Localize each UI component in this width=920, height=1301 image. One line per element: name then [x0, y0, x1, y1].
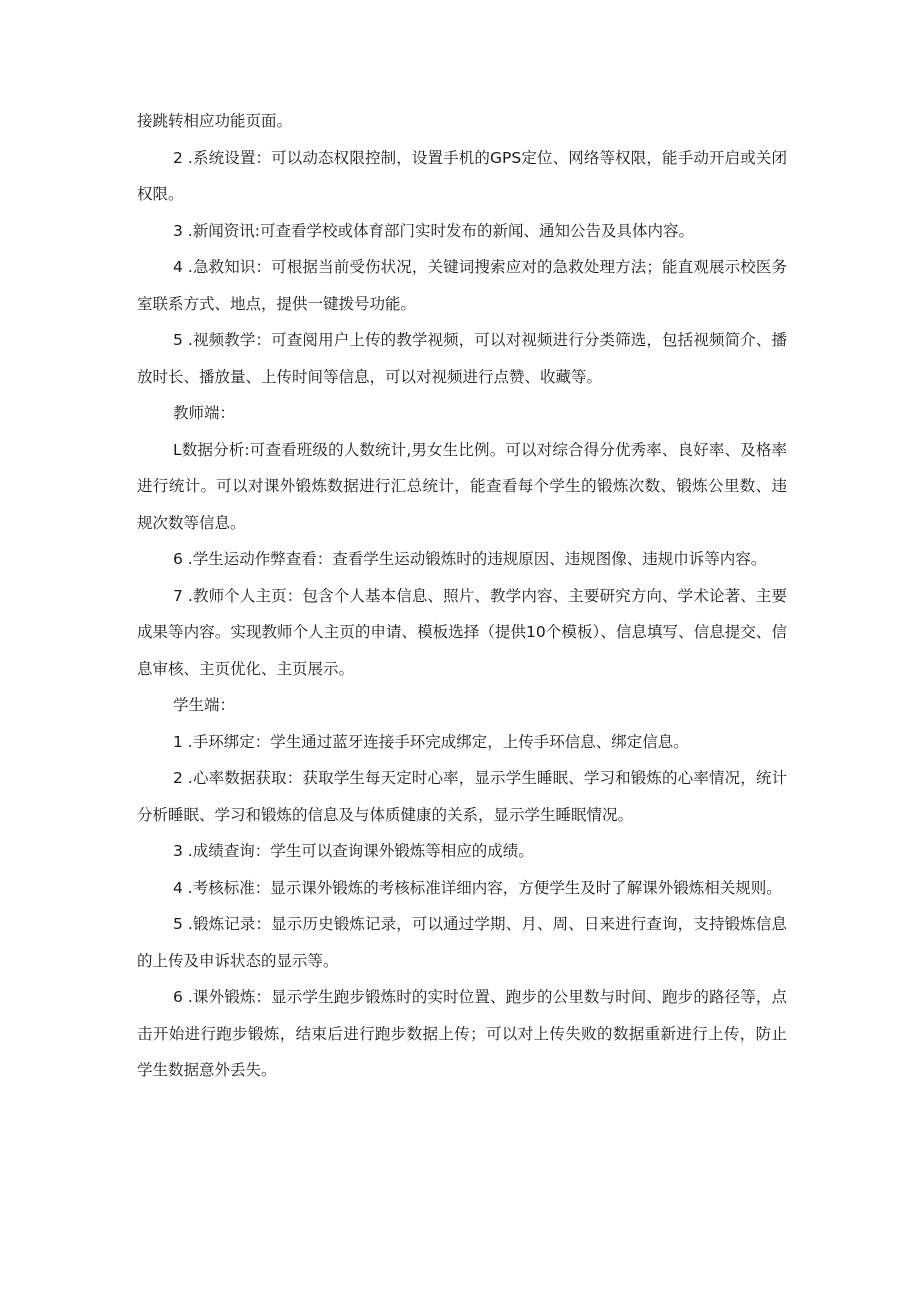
- paragraph-score-query: 3 .成绩查询：学生可以查询课外锻炼等相应的成绩。: [173, 842, 534, 860]
- section-heading-teacher: 教师端：: [173, 404, 236, 422]
- paragraph-band-binding: 1 .手环绑定：学生通过蓝牙连接手环完成绑定，上传手环信息、绑定信息。: [173, 732, 689, 751]
- paragraph-assessment-standard: 4 .考核标准：显示课外锻炼的考核标准详细内容，方便学生及时了解课外锻炼相关规则。: [173, 878, 782, 897]
- paragraph-video-teaching: 5 .视频教学：可查阅用户上传的教学视频，可以对视频进行分类筛选，包括视频简介、播放时长、播放量、上传时间等信息，可以对视频进行点赞、收藏等。: [137, 331, 787, 386]
- paragraph-data-analysis: L数据分析:可查看班级的人数统计,男女生比例。可以对综合得分优秀率、良好率、及格率进行统计。可以对课外锻炼数据进行汇总统计，能查看每个学生的锻炼次数、锻炼公里数、违规次数等信息。: [137, 440, 787, 532]
- paragraph-system-settings: 2 .系统设置：可以动态权限控制，设置手机的GPS定位、网络等权限，能手动开启或关闭权限。: [137, 148, 787, 203]
- document-body: [137, 103, 787, 1089]
- paragraph-cheating-check: 6 .学生运动作弊查看：查看学生运动锻炼时的违规原因、违规图像、违规巾诉等内容。: [173, 550, 767, 568]
- paragraph-exercise-record: 5 .锻炼记录：显示历史锻炼记录，可以通过学期、月、周、日来进行查询，支持锻炼信息的上传及申诉状态的显示等。: [137, 915, 787, 970]
- paragraph-teacher-homepage: 7 .教师个人主页：包含个人基本信息、照片、教学内容、主要研究方向、学术论著、主要成果等内容。实现教师个人主页的申请、模板选择（提供10个模板）、信息填写、信息提交、信息审核、主页优化、主页展示。: [137, 586, 787, 678]
- paragraph-outdoor-exercise: 6 .课外锻炼：显示学生跑步锻炼时的实时位置、跑步的公里数与时间、跑步的路径等，点击开始进行跑步锻炼，结束后进行跑步数据上传；可以对上传失败的数据重新进行上传，防止学生数据意外丢失。: [137, 988, 787, 1079]
- paragraph-first-aid: 4 .急救知识：可根据当前受伤状况，关键词搜索应对的急救处理方法；能直观展示校医务室联系方式、地点，提供一键拨号功能。: [137, 258, 787, 313]
- paragraph-heart-rate: 2 .心率数据获取：获取学生每天定时心率，显示学生睡眠、学习和锻炼的心率情况，统计分析睡眠、学习和锻炼的信息及与体质健康的关系，显示学生睡眠情况。: [137, 769, 787, 824]
- paragraph-continuation: 接跳转相应功能页面。: [137, 112, 293, 130]
- paragraph-news: 3 .新闻资讯:可查看学校或体育部门实时发布的新闻、通知公告及具体内容。: [173, 221, 694, 240]
- section-heading-student: 学生端：: [173, 696, 236, 714]
